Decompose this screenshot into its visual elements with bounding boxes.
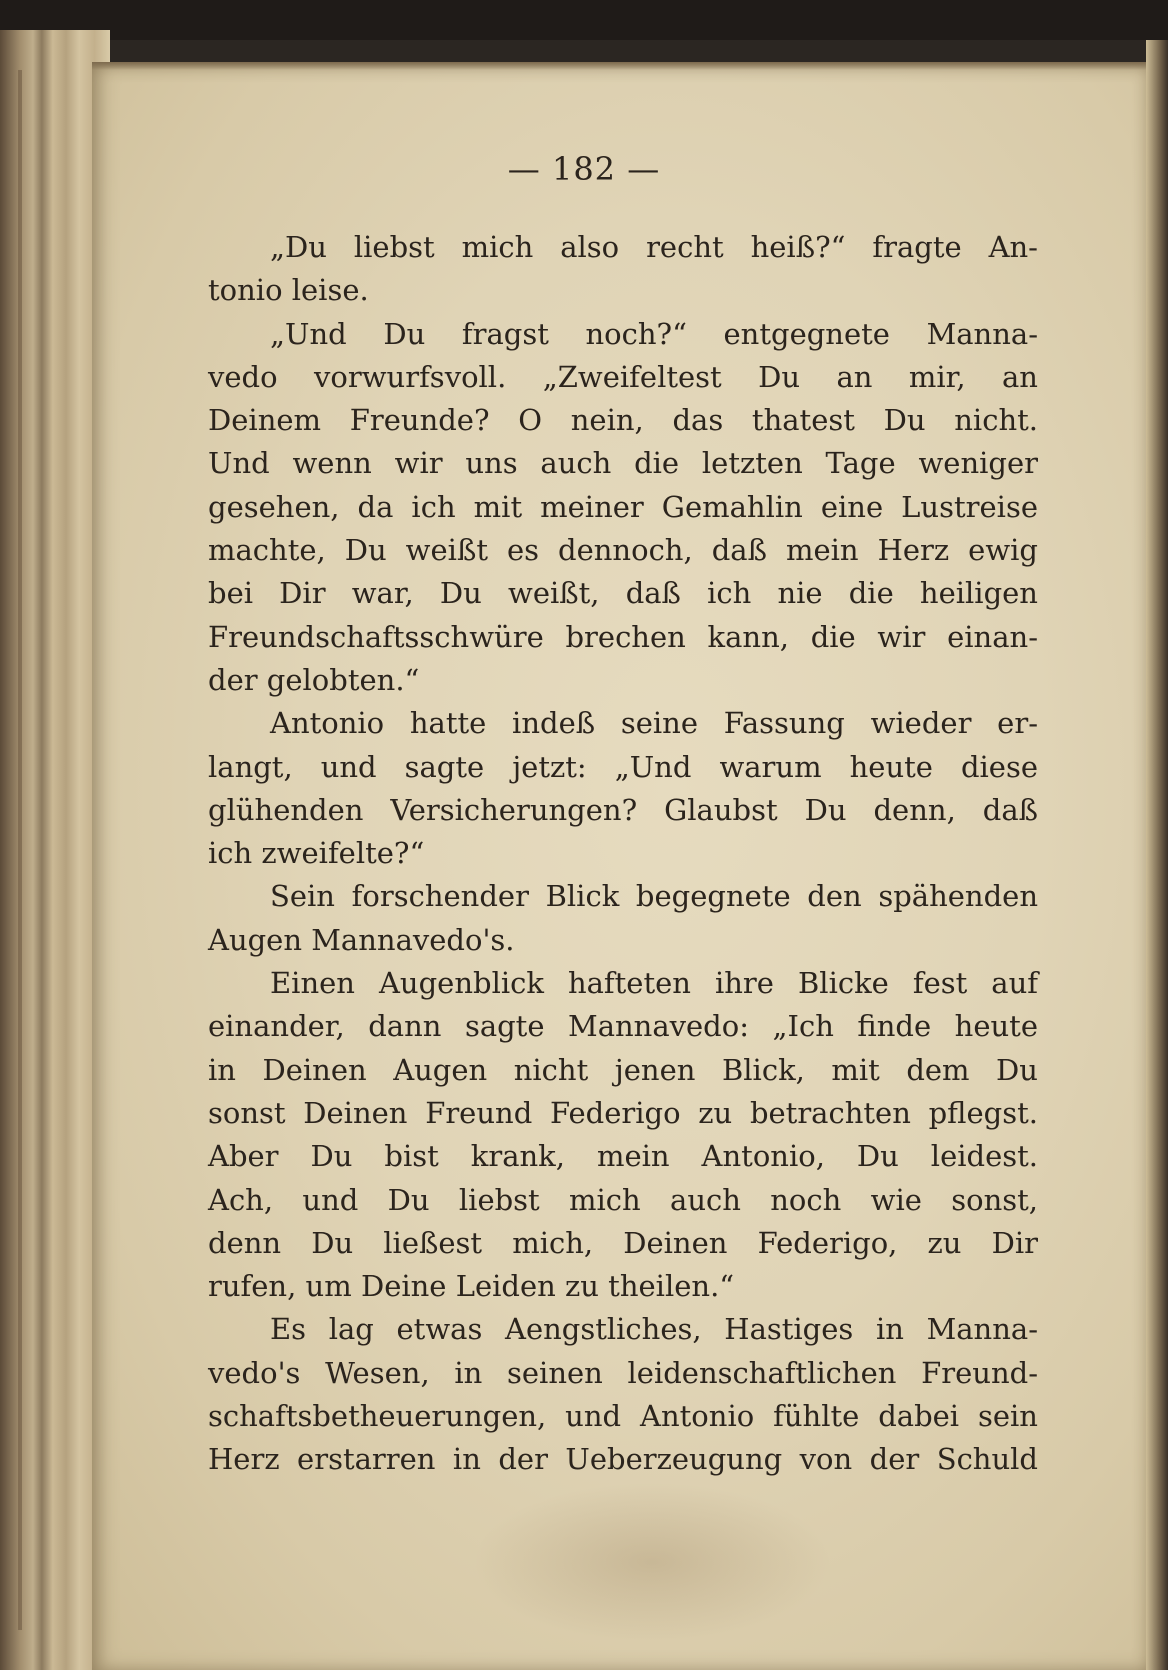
text-line: bei Dir war, Du weißt, daß ich nie die heiligen — [208, 576, 1038, 611]
text-line: gesehen, da ich mit meiner Gemahlin eine Lustreise — [208, 489, 1038, 524]
text-line: denn Du ließest mich, Deinen Federigo, zu Dir — [208, 1225, 1038, 1260]
text-line: schaftsbetheuerungen, und Antonio fühlte dabei sein — [208, 1399, 1038, 1434]
text-line: Deinem Freunde? O nein, das thatest Du nicht. — [208, 403, 1038, 438]
text-line: Augen Mannavedo's. — [208, 922, 515, 957]
text-line: langt, und sagte jetzt: „Und warum heute diese — [208, 749, 1038, 784]
text-line: Antonio hatte indeß seine Fassung wieder er- — [270, 706, 1038, 741]
text-line: vedo's Wesen, in seinen leidenschaftlichen Freund- — [208, 1355, 1038, 1390]
text-line: Herz erstarren in der Ueberzeugung von der Schuld — [208, 1442, 1038, 1477]
text-line: machte, Du weißt es dennoch, daß mein Herz ewig — [208, 533, 1038, 568]
text-line: tonio leise. — [208, 273, 369, 308]
page-right-shadow — [1146, 40, 1168, 1670]
text-line: in Deinen Augen nicht jenen Blick, mit dem Du — [208, 1052, 1038, 1087]
text-line: „Du liebst mich also recht heiß?“ fragte An- — [270, 230, 1038, 264]
text-line: glühenden Versicherungen? Glaubst Du denn, daß — [208, 792, 1038, 827]
text-line: Freundschaftsschwüre brechen kann, die wir einan- — [208, 619, 1038, 654]
text-line: Und wenn wir uns auch die letzten Tage weniger — [208, 446, 1038, 481]
text-line: ich zweifelte?“ — [208, 836, 425, 871]
text-line: Einen Augenblick hafteten ihre Blicke fest auf — [270, 966, 1038, 1001]
page-number: — 182 — — [507, 150, 661, 188]
text-line: sonst Deinen Freund Federigo zu betrachten pflegst. — [208, 1095, 1038, 1130]
text-line: „Und Du fragst noch?“ entgegnete Manna- — [270, 316, 1038, 351]
text-line: einander, dann sagte Mannavedo: „Ich finde heute — [208, 1009, 1038, 1044]
text-line: der gelobten.“ — [208, 662, 420, 697]
text-line: Sein forschender Blick begegnete den spähenden — [270, 879, 1038, 914]
text-line: Ach, und Du liebst mich auch noch wie sonst, — [208, 1182, 1038, 1217]
paper-stain — [472, 1482, 832, 1642]
text-line: Es lag etwas Aengstliches, Hastiges in Manna- — [270, 1312, 1038, 1347]
text-line: Aber Du bist krank, mein Antonio, Du leidest. — [208, 1139, 1038, 1174]
scan-background-top — [0, 0, 1168, 40]
text-line: rufen, um Deine Leiden zu theilen.“ — [208, 1269, 735, 1304]
body-text — [208, 226, 1038, 1482]
text-line: vedo vorwurfsvoll. „Zweifeltest Du an mir, an — [208, 359, 1038, 394]
